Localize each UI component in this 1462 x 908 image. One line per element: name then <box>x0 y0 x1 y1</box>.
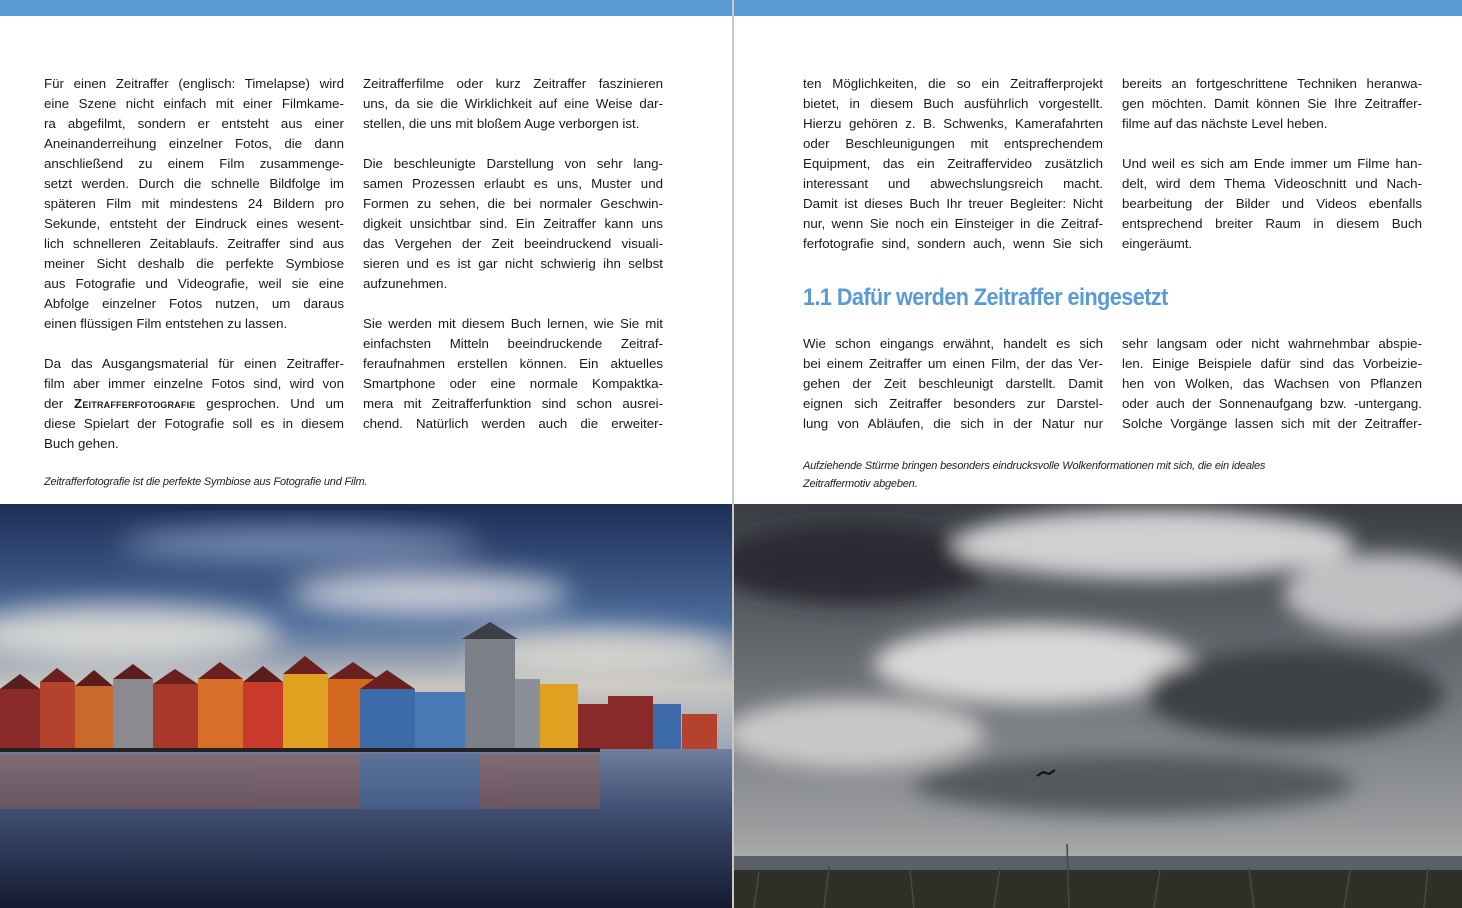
text-line: Zeitrafferfilme oder kurz Zeitraffer faszinieren <box>363 76 663 91</box>
text-line: lich schnelleren Zeitablaufs. Zeitraffer sind aus <box>44 236 344 251</box>
paragraph <box>1122 74 1422 134</box>
text-line: chend. Natürlich werden auch die erweiter- <box>363 416 663 431</box>
text-line: stellen, die uns mit bloßem Auge verborgen ist. <box>363 116 640 131</box>
photo-caption <box>803 457 1265 493</box>
paragraph <box>803 334 1103 434</box>
text-column <box>1122 74 1422 274</box>
text-line: Da das Ausgangsmaterial für einen Zeitraffer- <box>44 356 344 371</box>
text-line: entsprechend breiter Raum in diesem Buch <box>1122 216 1422 231</box>
text-line: len. Einige Beispiele dafür sind das Vorbeizie- <box>1122 356 1422 371</box>
text-line: digkeit unsichtbar sind. Ein Zeitraffer kann uns <box>363 216 663 231</box>
text-line: oder Beschleunigungen mit entsprechendem <box>803 136 1103 151</box>
text-line: Wie schon eingangs erwähnt, handelt es sich <box>803 336 1103 351</box>
text-line: gen möchten. Damit können Sie Ihre Zeitraffer- <box>1122 96 1422 111</box>
paragraph <box>1122 334 1422 434</box>
text-line: gehen der Zeit beschleunigt darstellt. Damit <box>803 376 1103 391</box>
text-line: Formen zu sehen, die bei normaler Geschwin- <box>363 196 663 211</box>
paragraph <box>44 354 344 454</box>
text-line: Equipment, das ein Zeitraffervideo zusätzlich <box>803 156 1103 171</box>
paragraph <box>363 74 663 134</box>
text-run: gesprochen. Und um <box>195 396 344 411</box>
text-line: Smartphone oder eine normale Kompaktka- <box>363 376 663 391</box>
text-line: Aneinanderreihung einzelner Fotos, die dann <box>44 136 344 151</box>
text-line: eingeräumt. <box>1122 236 1193 251</box>
text-line: Solche Vorgänge lassen sich mit der Zeitraffer- <box>1122 416 1422 431</box>
paragraph <box>363 154 663 294</box>
text-line: diese Spielart der Fotografie soll es in diesem <box>44 416 344 431</box>
photo-storm-clouds <box>734 504 1462 908</box>
text-line: sieren und es ist gar nicht schwierig ihn selbst <box>363 256 663 271</box>
text-line: sehr langsam oder nicht wahrnehmbar abspie- <box>1122 336 1422 351</box>
text-line: Buch gehen. <box>44 436 119 451</box>
paragraph <box>363 314 663 434</box>
text-line <box>44 394 344 414</box>
text-line: interessant und abwechslungsreich macht. <box>803 176 1103 191</box>
paragraph <box>1122 154 1422 254</box>
text-line: filme auf das nächste Level heben. <box>1122 116 1328 131</box>
text-line: ra abgefilmt, sondern er entsteht aus einer <box>44 116 344 131</box>
text-line: Sekunde, entsteht der Eindruck eines wesent- <box>44 216 344 231</box>
text-line: ten Möglichkeiten, die so ein Zeitrafferprojekt <box>803 76 1103 91</box>
paragraph <box>803 74 1103 254</box>
text-run: der <box>44 396 75 411</box>
text-line: anschließend zu einem Film zusammenge- <box>44 156 344 171</box>
text-line: Damit ist dieses Buch Ihr treuer Begleiter: Nicht <box>803 196 1103 211</box>
text-line: Für einen Zeitraffer (englisch: Timelapse) wird <box>44 76 344 91</box>
text-column <box>803 334 1103 454</box>
text-line: Und weil es sich am Ende immer um Filme han- <box>1122 156 1422 171</box>
text-line: setzt werden. Durch die schnelle Bildfolge im <box>44 176 344 191</box>
page-header-bar <box>0 0 732 16</box>
text-line: Die beschleunigte Darstellung von sehr lang- <box>363 156 663 171</box>
text-line: delt, wird dem Thema Videoschnitt und Nach- <box>1122 176 1422 191</box>
text-line: einen flüssigen Film entstehen zu lassen. <box>44 316 288 331</box>
text-column <box>1122 334 1422 454</box>
text-line: späteren Film mit mindestens 24 Bildern pro <box>44 196 344 211</box>
text-line: nur, wenn Sie noch ein Einsteiger in die Zeitraf- <box>803 216 1103 231</box>
right-page <box>734 0 1462 908</box>
text-line: meiner Sicht deshalb die perfekte Symbiose <box>44 256 344 271</box>
text-line: Hierzu gehören z. B. Schwenks, Kamerafahrten <box>803 116 1103 131</box>
emphasized-term: Zeitrafferfotografie <box>74 396 196 411</box>
page-header-bar <box>734 0 1462 16</box>
text-line: das Vergehen der Zeit beeindruckend visuali- <box>363 236 663 251</box>
caption-line: Zeitraffermotiv abgeben. <box>803 478 918 490</box>
text-line: bietet, in diesem Buch ausführlich vorgestellt. <box>803 96 1103 111</box>
text-column <box>363 74 663 454</box>
text-line: bearbeitung der Bilder und Videos ebenfalls <box>1122 196 1422 211</box>
text-line: mera mit Zeitrafferfunktion sind schon ausrei- <box>363 396 663 411</box>
text-line: Abfolge einzelner Fotos nutzen, um daraus <box>44 296 344 311</box>
section-heading: 1.1 Dafür werden Zeitraffer eingesetzt <box>803 284 1168 311</box>
text-line: eignen sich Zeitraffer besonders zur Darstel- <box>803 396 1103 411</box>
text-column <box>44 74 344 474</box>
text-line: feraufnahmen erstellen können. Ein aktuelles <box>363 356 663 371</box>
text-line: aufzunehmen. <box>363 276 448 291</box>
text-line: oder auch der Sonnenaufgang bzw. -untergang. <box>1122 396 1422 411</box>
photo-caption: Zeitrafferfotografie ist die perfekte Symbiose aus Fotografie und Film. <box>44 476 368 488</box>
text-line: film aber immer einzelne Fotos sind, wird von <box>44 376 344 391</box>
text-line: aus Fotografie und Videografie, weil sie eine <box>44 276 344 291</box>
photo-colorful-houses-on-water <box>0 504 732 908</box>
text-line: uns, da sie die Wirklichkeit auf eine Weise dar- <box>363 96 663 111</box>
text-line: eine Szene nicht einfach mit einer Filmkame- <box>44 96 344 111</box>
text-line: lung von Abläufen, die sich in der Natur nur <box>803 416 1103 431</box>
text-line: bei einem Zeitraffer um einen Film, der das Ver- <box>803 356 1103 371</box>
text-line: bereits an fortgeschrittene Techniken heranwa- <box>1122 76 1422 91</box>
text-line: samen Prozessen erlaubt es uns, Muster und <box>363 176 663 191</box>
text-column <box>803 74 1103 274</box>
paragraph <box>44 74 344 334</box>
text-line: einfachsten Mitteln beeindruckende Zeitraf- <box>363 336 663 351</box>
text-line: hen von Wolken, das Wachsen von Pflanzen <box>1122 376 1422 391</box>
caption-line: Aufziehende Stürme bringen besonders eindrucksvolle Wolkenformationen mit sich, die ein ideales <box>803 460 1266 472</box>
text-line: Sie werden mit diesem Buch lernen, wie Sie mit <box>363 316 663 331</box>
text-line: ferfotografie sind, sondern auch, wenn Sie sich <box>803 236 1103 251</box>
